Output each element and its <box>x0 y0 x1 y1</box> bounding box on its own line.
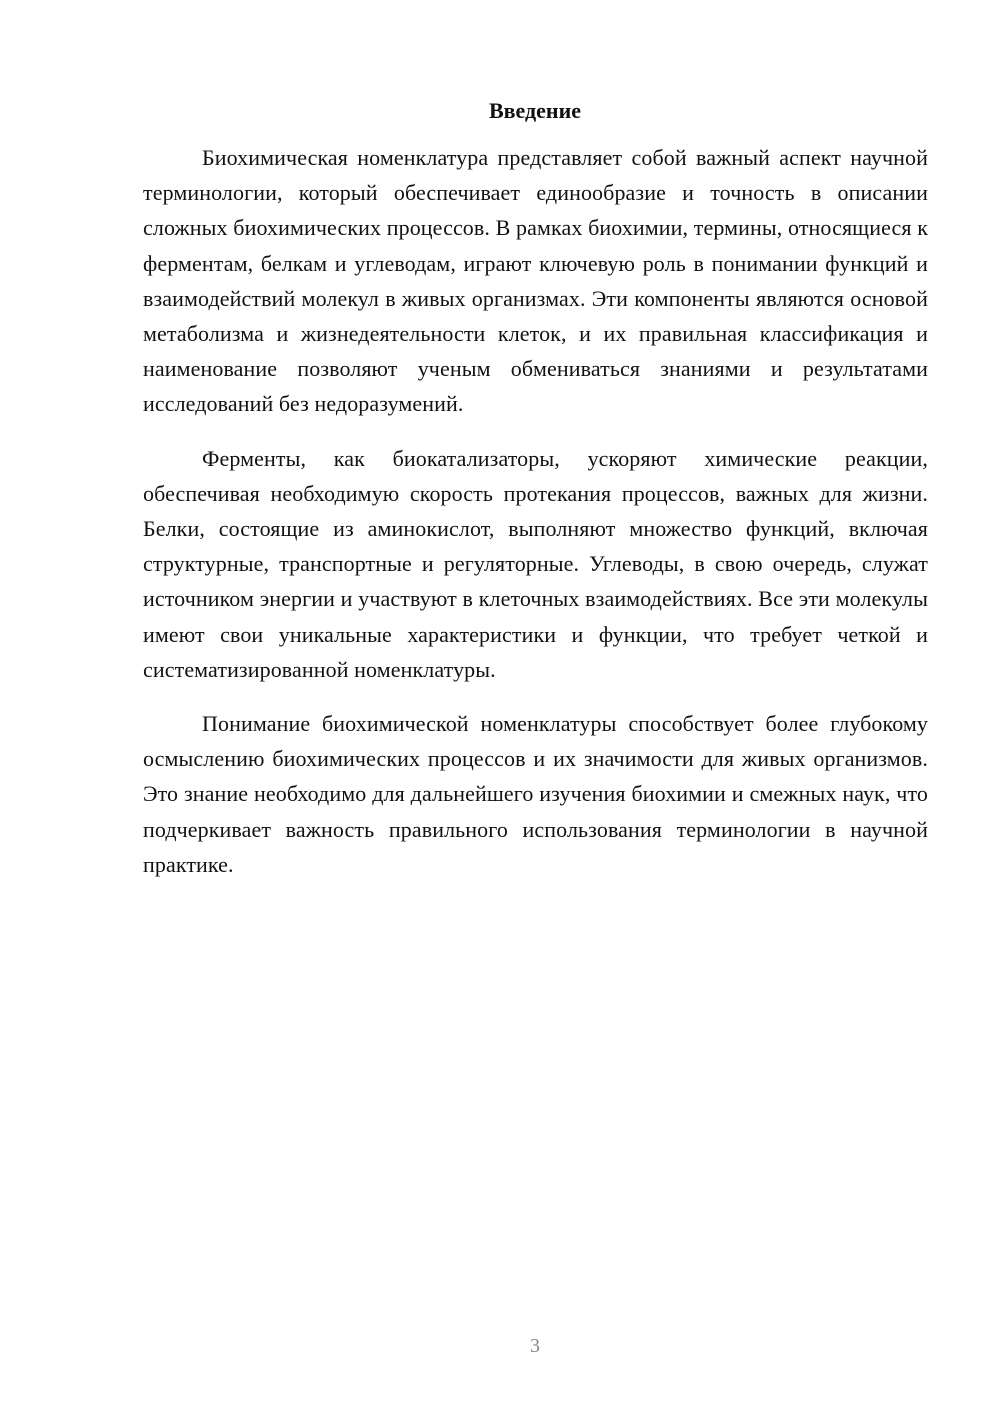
page-number: 3 <box>530 1335 540 1357</box>
paragraph-2: Ферменты, как биокатализаторы, ускоряют химические реакции, обеспечивая необходимую скорость протекания процессов, важных для жизни. Белки, состоящие из аминокислот, выполняют множество функций, включая структурные, транспортные и регуляторные. Углеводы, в свою очередь, служат источником энергии и участвуют в клеточных взаимодействиях. Все эти молекулы имеют свои уникальные характеристики и функции, что требует четкой и систематизированной номенклатуры. <box>143 445 928 682</box>
section-heading: Введение <box>488 98 582 123</box>
paragraph-1: Биохимическая номенклатура представляет собой важный аспект научной терминологии, который обеспечивает единообразие и точность в описании сложных биохимических процессов. В рамках биохимии, термины, относящиеся к ферментам, белкам и углеводам, играют ключевую роль в понимании функций и взаимодействий молекул в живых организмах. Эти компоненты являются основой метаболизма и жизнедеятельности клеток, и их правильная классификация и наименование позволяют ученым обмениваться знаниями и результатами исследований без недоразумений. <box>143 145 928 417</box>
paragraph-3: Понимание биохимической номенклатуры способствует более глубокому осмыслению биохимических процессов и их значимости для живых организмов. Это знание необходимо для дальнейшего изучения биохимии и смежных наук, что подчеркивает важность правильного использования терминологии в научной практике. <box>143 711 928 877</box>
body-text <box>143 140 928 901</box>
